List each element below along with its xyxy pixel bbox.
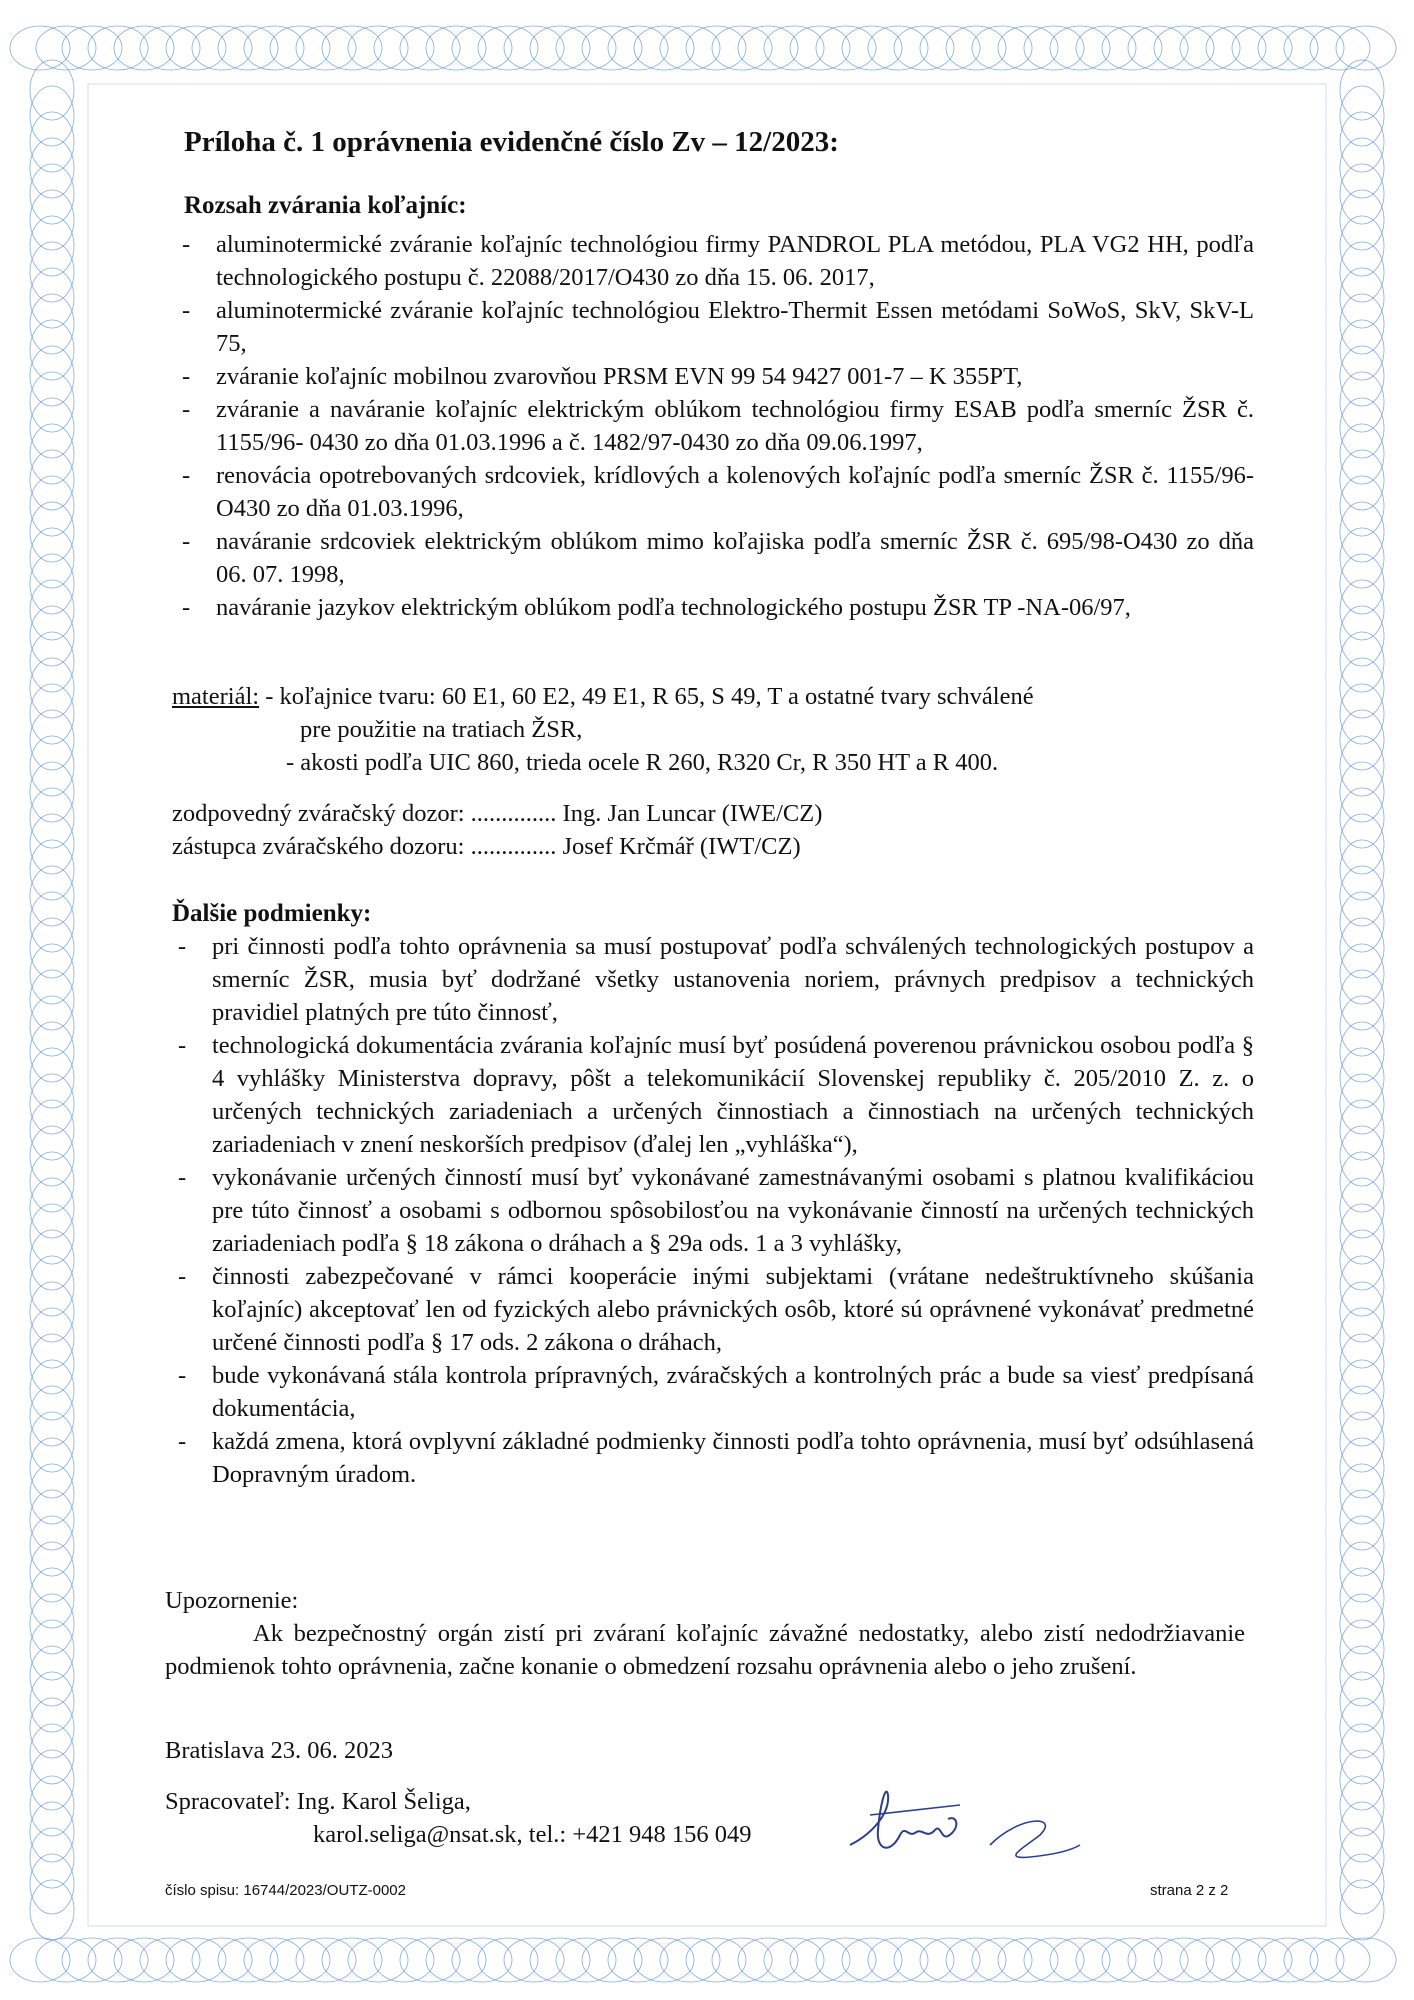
guilloche-ring	[426, 26, 486, 70]
guilloche-ring	[1340, 710, 1384, 770]
guilloche-ring	[920, 1938, 980, 1982]
guilloche-ring	[30, 632, 74, 692]
guilloche-ring	[30, 268, 74, 328]
guilloche-ring	[30, 788, 74, 848]
guilloche-ring	[660, 26, 720, 70]
guilloche-ring	[842, 26, 902, 70]
guilloche-ring	[1340, 164, 1384, 224]
guilloche-ring	[998, 26, 1058, 70]
guilloche-ring	[1206, 26, 1266, 70]
guilloche-ring	[1340, 294, 1384, 354]
guilloche-ring	[608, 26, 668, 70]
guilloche-ring	[30, 1022, 74, 1082]
guilloche-ring	[1340, 1126, 1384, 1186]
guilloche-ring	[322, 26, 382, 70]
guilloche-ring	[30, 970, 74, 1030]
guilloche-ring	[1340, 1178, 1384, 1238]
guilloche-ring	[30, 710, 74, 770]
guilloche-ring	[270, 1938, 330, 1982]
guilloche-ring	[1258, 1938, 1318, 1982]
guilloche-ring	[140, 1938, 200, 1982]
guilloche-ring	[296, 26, 356, 70]
guilloche-ring	[1340, 346, 1384, 406]
guilloche-ring	[1340, 658, 1384, 718]
guilloche-ring	[30, 1464, 74, 1524]
guilloche-ring	[1340, 1542, 1384, 1602]
guilloche-ring	[686, 26, 746, 70]
guilloche-ring	[1340, 1152, 1384, 1212]
guilloche-ring	[30, 320, 74, 380]
processor-contact: karol.seliga@nsat.sk, tel.: +421 948 156 049	[313, 1821, 752, 1848]
guilloche-ring	[582, 26, 642, 70]
guilloche-ring	[1076, 1938, 1136, 1982]
guilloche-ring	[1340, 944, 1384, 1004]
guilloche-ring	[30, 866, 74, 926]
guilloche-ring	[478, 1938, 538, 1982]
guilloche-ring	[30, 1126, 74, 1186]
guilloche-ring	[634, 26, 694, 70]
guilloche-ring	[1340, 918, 1384, 978]
guilloche-ring	[1340, 1880, 1384, 1940]
guilloche-ring	[166, 26, 226, 70]
guilloche-ring	[30, 1412, 74, 1472]
guilloche-ring	[30, 398, 74, 458]
signature	[830, 1775, 1090, 1875]
guilloche-ring	[1340, 1854, 1384, 1914]
guilloche-ring	[738, 1938, 798, 1982]
guilloche-ring	[1340, 1256, 1384, 1316]
guilloche-ring	[30, 346, 74, 406]
guilloche-ring	[1340, 1048, 1384, 1108]
guilloche-ring	[374, 26, 434, 70]
guilloche-ring	[556, 26, 616, 70]
material-line-2: pre použitie na tratiach ŽSR,	[300, 716, 583, 743]
page-number: strana 2 z 2	[1150, 1882, 1229, 1899]
guilloche-ring	[1128, 1938, 1188, 1982]
guilloche-ring	[30, 684, 74, 744]
guilloche-ring	[62, 1938, 122, 1982]
guilloche-ring	[1128, 26, 1188, 70]
guilloche-ring	[1336, 1938, 1396, 1982]
guilloche-ring	[1340, 632, 1384, 692]
guilloche-ring	[30, 1854, 74, 1914]
guilloche-ring	[30, 476, 74, 536]
guilloche-ring	[1340, 1308, 1384, 1368]
guilloche-ring	[244, 1938, 304, 1982]
guilloche-ring	[686, 1938, 746, 1982]
guilloche-ring	[30, 1048, 74, 1108]
guilloche-ring	[30, 918, 74, 978]
guilloche-ring	[296, 1938, 356, 1982]
guilloche-ring	[10, 1938, 70, 1982]
guilloche-ring	[1340, 1828, 1384, 1888]
guilloche-ring	[166, 1938, 226, 1982]
guilloche-ring	[660, 1938, 720, 1982]
guilloche-ring	[1310, 1938, 1370, 1982]
guilloche-ring	[30, 1698, 74, 1758]
guilloche-ring	[30, 1152, 74, 1212]
guilloche-ring	[30, 1074, 74, 1134]
processor	[165, 1785, 752, 1851]
guilloche-ring	[1258, 26, 1318, 70]
guilloche-ring	[1340, 320, 1384, 380]
guilloche-ring	[1340, 398, 1384, 458]
guilloche-ring	[1284, 26, 1344, 70]
guilloche-ring	[30, 1230, 74, 1290]
guilloche-ring	[30, 424, 74, 484]
guilloche-ring	[30, 60, 74, 120]
guilloche-ring	[1050, 26, 1110, 70]
guilloche-ring	[30, 892, 74, 952]
guilloche-ring	[30, 190, 74, 250]
material-line-3: - akosti podľa UIC 860, trieda ocele R 260, R320 Cr, R 350 HT a R 400.	[286, 749, 999, 776]
guilloche-ring	[30, 1490, 74, 1550]
guilloche-ring	[192, 26, 252, 70]
guilloche-ring	[374, 1938, 434, 1982]
guilloche-ring	[1340, 1438, 1384, 1498]
place-date: Bratislava 23. 06. 2023	[165, 1737, 393, 1764]
guilloche-ring	[1340, 450, 1384, 510]
scope-heading: Rozsah zvárania koľajníc:	[184, 192, 467, 219]
guilloche-ring	[1340, 216, 1384, 276]
file-number: číslo spisu: 16744/2023/OUTZ-0002	[165, 1882, 406, 1899]
guilloche-ring	[30, 1516, 74, 1576]
guilloche-ring	[30, 1282, 74, 1342]
guilloche-ring	[972, 26, 1032, 70]
guilloche-ring	[1340, 1386, 1384, 1446]
guilloche-ring	[62, 26, 122, 70]
guilloche-ring	[1340, 580, 1384, 640]
guilloche-ring	[1340, 606, 1384, 666]
guilloche-ring	[1340, 528, 1384, 588]
guilloche-ring	[1340, 1100, 1384, 1160]
guilloche-ring	[1180, 26, 1240, 70]
warning-heading: Upozornenie:	[165, 1587, 299, 1614]
guilloche-ring	[1102, 26, 1162, 70]
guilloche-ring	[1340, 736, 1384, 796]
guilloche-ring	[30, 1438, 74, 1498]
scope-list	[176, 228, 1254, 624]
warning-text: Ak bezpečnostný orgán zistí pri zváraní koľajníc závažné nedostatky, alebo zistí nedodržiavanie podmienok tohto oprávnenia, začne konanie o obmedzení rozsahu oprávnenia alebo o jeho zrušení.	[165, 1620, 1245, 1680]
guilloche-ring	[1336, 26, 1396, 70]
guilloche-ring	[1340, 1802, 1384, 1862]
guilloche-ring	[816, 1938, 876, 1982]
guilloche-ring	[790, 26, 850, 70]
guilloche-ring	[452, 26, 512, 70]
scope-item: - naváranie jazykov elektrickým oblúkom podľa technologického postupu ŽSR TP -NA-06/97,	[176, 591, 1254, 624]
guilloche-ring	[30, 1880, 74, 1940]
guilloche-ring	[30, 840, 74, 900]
guilloche-ring	[30, 1542, 74, 1602]
guilloche-ring	[1024, 1938, 1084, 1982]
guilloche-ring	[1154, 1938, 1214, 1982]
guilloche-ring	[348, 26, 408, 70]
condition-item: - každá zmena, ktorá ovplyvní základné podmienky činnosti podľa tohto oprávnenia, musí byť odsúhlasená Dopravným úradom.	[172, 1425, 1254, 1491]
guilloche-ring	[1284, 1938, 1344, 1982]
conditions-list	[172, 930, 1254, 1491]
supervision-section	[172, 797, 1262, 863]
guilloche-ring	[1180, 1938, 1240, 1982]
guilloche-ring	[30, 554, 74, 614]
guilloche-ring	[30, 1594, 74, 1654]
guilloche-ring	[30, 242, 74, 302]
guilloche-ring	[868, 1938, 928, 1982]
condition-item: - vykonávanie určených činností musí byť vykonávané zamestnávanými osobami s platnou kvalifikáciou pre túto činnosť a osobami s odbornou spôsobilosťou na vykonávanie činností na určených technických zariadeniach podľa § 18 zákona o dráhach a § 29a ods. 1 a 3 vyhlášky,	[172, 1161, 1254, 1260]
guilloche-ring	[1340, 1334, 1384, 1394]
guilloche-ring	[30, 736, 74, 796]
guilloche-ring	[30, 580, 74, 640]
guilloche-ring	[530, 26, 590, 70]
guilloche-ring	[1340, 502, 1384, 562]
guilloche-ring	[30, 1256, 74, 1316]
guilloche-ring	[946, 1938, 1006, 1982]
guilloche-ring	[1340, 1022, 1384, 1082]
deputy-supervisor-label: zástupca zváračského dozoru: ..............	[172, 833, 557, 860]
processor-line-1: Spracovateľ: Ing. Karol Šeliga,	[165, 1788, 471, 1815]
guilloche-ring	[1340, 1698, 1384, 1758]
guilloche-ring	[1340, 554, 1384, 614]
guilloche-ring	[30, 1360, 74, 1420]
document-title: Príloha č. 1 oprávnenia evidenčné číslo Zv – 12/2023:	[184, 126, 839, 158]
scope-item: - zváranie koľajníc mobilnou zvarovňou PRSM EVN 99 54 9427 001-7 – K 355PT,	[176, 360, 1254, 393]
guilloche-ring	[218, 26, 278, 70]
scope-item: - aluminotermické zváranie koľajníc technológiou firmy PANDROL PLA metódou, PLA VG2 HH, podľa technologického postupu č. 22088/2017/O430 zo dňa 15. 06. 2017,	[176, 228, 1254, 294]
guilloche-ring	[764, 26, 824, 70]
guilloche-ring	[270, 26, 330, 70]
guilloche-ring	[530, 1938, 590, 1982]
guilloche-ring	[1340, 866, 1384, 926]
guilloche-ring	[1340, 970, 1384, 1030]
conditions-heading: Ďalšie podmienky:	[172, 900, 372, 927]
guilloche-ring	[1340, 1516, 1384, 1576]
guilloche-ring	[894, 1938, 954, 1982]
deputy-supervisor-name: Josef Krčmář (IWT/CZ)	[562, 833, 801, 860]
guilloche-ring	[1340, 1360, 1384, 1420]
guilloche-ring	[30, 528, 74, 588]
guilloche-ring	[1340, 1490, 1384, 1550]
guilloche-ring	[1232, 1938, 1292, 1982]
guilloche-ring	[790, 1938, 850, 1982]
scope-item: - naváranie srdcoviek elektrickým oblúkom mimo koľajiska podľa smerníc ŽSR č. 695/98-O430 zo dňa 06. 07. 1998,	[176, 525, 1254, 591]
guilloche-ring	[504, 1938, 564, 1982]
guilloche-ring	[1340, 1750, 1384, 1810]
guilloche-ring	[30, 1204, 74, 1264]
guilloche-ring	[1340, 1724, 1384, 1784]
material-line-1: - koľajnice tvaru: 60 E1, 60 E2, 49 E1, R 65, S 49, T a ostatné tvary schválené	[265, 683, 1034, 710]
condition-item: - pri činnosti podľa tohto oprávnenia sa musí postupovať podľa schválených technologických postupov a smerníc ŽSR, musia byť dodržané všetky ustanovenia noriem, právnych predpisov a technických pravidiel platných pre túto činnosť,	[172, 930, 1254, 1029]
guilloche-ring	[1340, 1646, 1384, 1706]
guilloche-ring	[30, 1568, 74, 1628]
guilloche-ring	[1340, 1594, 1384, 1654]
scope-item: - aluminotermické zváranie koľajníc technológiou Elektro-Thermit Essen metódami SoWoS, SkV, SkV-L 75,	[176, 294, 1254, 360]
guilloche-ring	[10, 26, 70, 70]
guilloche-ring	[244, 26, 304, 70]
guilloche-ring	[30, 1178, 74, 1238]
guilloche-ring	[30, 112, 74, 172]
guilloche-ring	[764, 1938, 824, 1982]
guilloche-ring	[426, 1938, 486, 1982]
guilloche-ring	[894, 26, 954, 70]
guilloche-ring	[1050, 1938, 1110, 1982]
guilloche-ring	[1340, 1412, 1384, 1472]
guilloche-ring	[582, 1938, 642, 1982]
guilloche-ring	[400, 26, 460, 70]
guilloche-ring	[30, 1672, 74, 1732]
condition-item: - činnosti zabezpečované v rámci kooperácie inými subjektami (vrátane nedeštruktívneho skúšania koľajníc) akceptovať len od fyzických alebo právnických osôb, ktoré sú oprávnené vykonávať predmetné určené činnosti podľa § 17 ods. 2 zákona o dráhach,	[172, 1260, 1254, 1359]
guilloche-ring	[1102, 1938, 1162, 1982]
guilloche-ring	[1340, 684, 1384, 744]
scope-item: - zváranie a naváranie koľajníc elektrickým oblúkom technológiou firmy ESAB podľa smerníc ŽSR č. 1155/96- 0430 zo dňa 01.03.1996 a č. 1482/97-0430 zo dňa 09.06.1997,	[176, 393, 1254, 459]
guilloche-ring	[1024, 26, 1084, 70]
guilloche-ring	[1340, 268, 1384, 328]
guilloche-ring	[1340, 190, 1384, 250]
guilloche-ring	[140, 26, 200, 70]
guilloche-ring	[30, 1646, 74, 1706]
guilloche-ring	[30, 1308, 74, 1368]
guilloche-ring	[30, 1776, 74, 1836]
guilloche-ring	[30, 1802, 74, 1862]
guilloche-ring	[30, 996, 74, 1056]
guilloche-ring	[114, 26, 174, 70]
guilloche-ring	[30, 658, 74, 718]
guilloche-ring	[1340, 996, 1384, 1056]
guilloche-ring	[30, 944, 74, 1004]
guilloche-ring	[998, 1938, 1058, 1982]
guilloche-ring	[30, 450, 74, 510]
guilloche-ring	[1340, 892, 1384, 952]
guilloche-ring	[30, 372, 74, 432]
guilloche-ring	[1340, 1568, 1384, 1628]
guilloche-ring	[738, 26, 798, 70]
guilloche-ring	[842, 1938, 902, 1982]
guilloche-ring	[322, 1938, 382, 1982]
material-section	[172, 680, 1262, 779]
guilloche-ring	[1340, 112, 1384, 172]
guilloche-ring	[1340, 1230, 1384, 1290]
guilloche-ring	[920, 26, 980, 70]
guilloche-ring	[30, 1334, 74, 1394]
guilloche-ring	[868, 26, 928, 70]
guilloche-ring	[1340, 476, 1384, 536]
supervisor-label: zodpovedný zváračský dozor: ..............	[172, 800, 557, 827]
guilloche-ring	[1340, 372, 1384, 432]
guilloche-ring	[452, 1938, 512, 1982]
guilloche-ring	[30, 1828, 74, 1888]
guilloche-ring	[30, 606, 74, 666]
guilloche-ring	[36, 1938, 96, 1982]
guilloche-ring	[192, 1938, 252, 1982]
guilloche-ring	[1340, 1464, 1384, 1524]
guilloche-ring	[712, 26, 772, 70]
guilloche-ring	[972, 1938, 1032, 1982]
guilloche-ring	[1340, 1282, 1384, 1342]
guilloche-ring	[30, 1386, 74, 1446]
guilloche-ring	[88, 26, 148, 70]
guilloche-ring	[1206, 1938, 1266, 1982]
guilloche-ring	[1340, 814, 1384, 874]
warning-section	[165, 1584, 1245, 1683]
guilloche-ring	[1154, 26, 1214, 70]
guilloche-ring	[1340, 424, 1384, 484]
guilloche-ring	[1340, 138, 1384, 198]
guilloche-ring	[712, 1938, 772, 1982]
guilloche-ring	[634, 1938, 694, 1982]
guilloche-ring	[400, 1938, 460, 1982]
guilloche-ring	[1340, 762, 1384, 822]
condition-item: - technologická dokumentácia zvárania koľajníc musí byť posúdená poverenou právnickou osobou podľa § 4 vyhlášky Ministerstva dopravy, pôšt a telekomunikácií Slovenskej republiky č. 205/2010 Z. z. o určených technických zariadeniach a určených činnostiach a činnostiach na určených technických zariadeniach v znení neskorších predpisov (ďalej len „vyhláška“),	[172, 1029, 1254, 1161]
guilloche-ring	[30, 1750, 74, 1810]
guilloche-ring	[1340, 86, 1384, 146]
guilloche-ring	[478, 26, 538, 70]
guilloche-ring	[1340, 840, 1384, 900]
guilloche-ring	[1340, 1620, 1384, 1680]
guilloche-ring	[30, 164, 74, 224]
scope-item: - renovácia opotrebovaných srdcoviek, krídlových a kolenových koľajníc podľa smerníc ŽSR č. 1155/96-O430 zo dňa 01.03.1996,	[176, 459, 1254, 525]
guilloche-ring	[1340, 1074, 1384, 1134]
guilloche-ring	[946, 26, 1006, 70]
condition-item: - bude vykonávaná stála kontrola prípravných, zváračských a kontrolných prác a bude sa viesť predpísaná dokumentácia,	[172, 1359, 1254, 1425]
guilloche-ring	[30, 502, 74, 562]
guilloche-ring	[1232, 26, 1292, 70]
guilloche-ring	[1340, 242, 1384, 302]
guilloche-ring	[30, 138, 74, 198]
guilloche-ring	[504, 26, 564, 70]
guilloche-ring	[1340, 1672, 1384, 1732]
guilloche-ring	[114, 1938, 174, 1982]
guilloche-ring	[816, 26, 876, 70]
guilloche-ring	[30, 1724, 74, 1784]
material-label: materiál:	[172, 683, 260, 710]
guilloche-ring	[30, 1620, 74, 1680]
guilloche-ring	[30, 86, 74, 146]
guilloche-ring	[30, 762, 74, 822]
guilloche-ring	[30, 294, 74, 354]
guilloche-ring	[1340, 1204, 1384, 1264]
guilloche-ring	[1340, 60, 1384, 120]
supervisor-name: Ing. Jan Luncar (IWE/CZ)	[562, 800, 823, 827]
guilloche-ring	[218, 1938, 278, 1982]
guilloche-ring	[1076, 26, 1136, 70]
guilloche-ring	[1340, 788, 1384, 848]
guilloche-ring	[348, 1938, 408, 1982]
guilloche-ring	[608, 1938, 668, 1982]
guilloche-ring	[88, 1938, 148, 1982]
guilloche-ring	[1340, 1776, 1384, 1836]
guilloche-ring	[1310, 26, 1370, 70]
guilloche-ring	[556, 1938, 616, 1982]
guilloche-ring	[36, 26, 96, 70]
guilloche-ring	[30, 216, 74, 276]
guilloche-ring	[30, 1100, 74, 1160]
guilloche-ring	[30, 814, 74, 874]
